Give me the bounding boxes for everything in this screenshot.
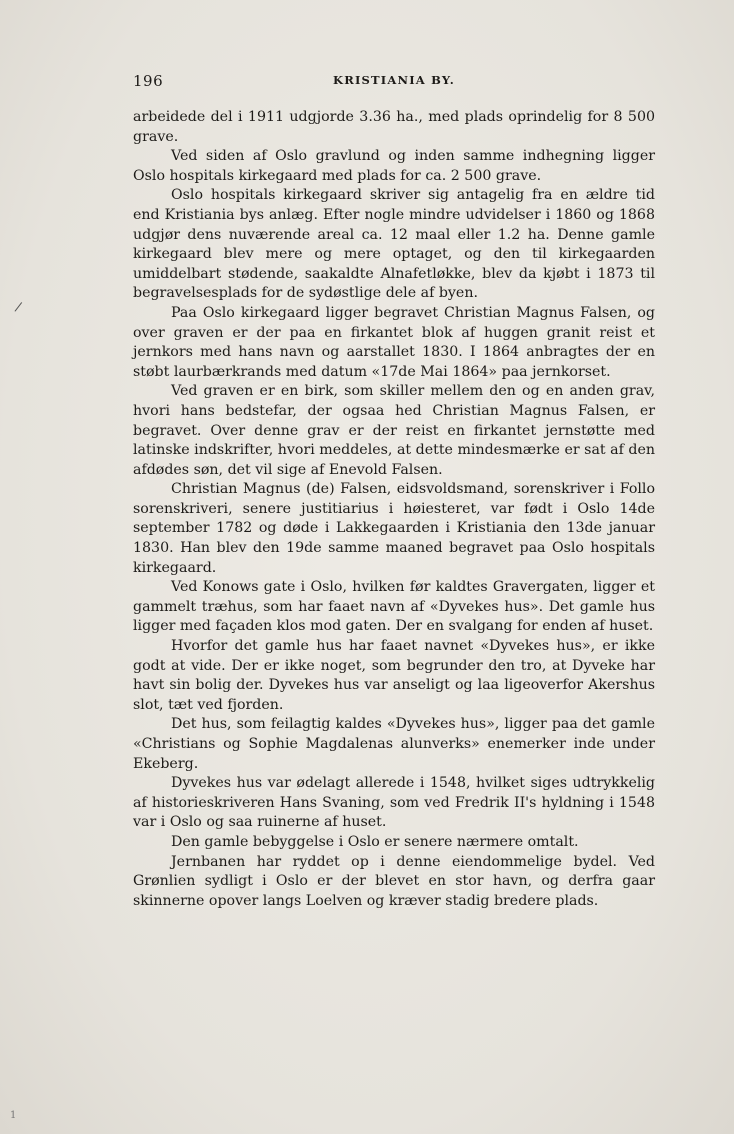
page-header	[133, 72, 655, 94]
margin-pencil-mark: /	[13, 299, 23, 316]
margin-bottom-mark: 1	[10, 1110, 17, 1121]
paragraph-dyvekes-hus: Hvorfor det gamle hus har faaet navnet «Dyvekes hus», er ikke godt at vide. Der er ikke noget, som begrunder den tro, at Dyveke har havt sin bolig der. Dyvekes hus var anseligt og laa ligeoverfor Akershus slot, tæt ved fjorden.	[133, 638, 655, 713]
running-head: KRISTIANIA BY.	[333, 73, 455, 87]
body-text	[133, 108, 655, 911]
paragraph-konows-gate: Ved Konows gate i Oslo, hvilken før kaldtes Gravergaten, ligger et gammelt træhus, som har faaet navn af «Dyvekes hus». Det gamle hus ligger med façaden klos mod gaten. Der en svalgang for enden af huset.	[133, 579, 655, 635]
page-number: 196	[133, 72, 164, 90]
paragraph-continued: arbeidede del i 1911 udgjorde 3.36 ha., med plads oprindelig for 8 500 grave.	[133, 109, 655, 145]
paragraph-birk: Ved graven er en birk, som skiller mellem den og en anden grav, hvori hans bedstefar, der ogsaa hed Christian Magnus Falsen, er begravet. Over denne grav er der reist en firkantet jernstøtte med latinske indskrifter, hvori meddeles, at dette mindesmærke er sat af den afdødes søn, det vil sige af Enevold Falsen.	[133, 383, 655, 478]
paragraph-hospitals-kirkegaard: Oslo hospitals kirkegaard skriver sig antagelig fra en ældre tid end Kristiania bys anlæg. Efter nogle mindre udvidelser i 1860 og 1868 udgjør dens nuværende areal ca. 12 maal eller 1.2 ha. Denne gamle kirkegaard blev mere og mere optaget, og den til kirkegaarden umiddelbart stødende, saakaldte Alnafetløkke, blev da kjøbt i 1873 til begravelsesplads for de sydøstlige dele af byen.	[133, 187, 655, 302]
paragraph-oslo-gravlund: Ved siden af Oslo gravlund og inden samme indhegning ligger Oslo hospitals kirkegaard med plads for ca. 2 500 grave.	[133, 148, 655, 184]
paragraph-odelagt: Dyvekes hus var ødelagt allerede i 1548, hvilket siges udtrykkelig af historieskriveren Hans Svaning, som ved Fredrik II's hyldning i 1548 var i Oslo og saa ruinerne af huset.	[133, 775, 655, 831]
paragraph-falsen-grave: Paa Oslo kirkegaard ligger begravet Christian Magnus Falsen, og over graven er der paa en firkantet blok af huggen granit reist et jernkors med hans navn og aarstallet 1830. I 1864 anbragtes der en støbt laurbærkrands med datum «17de Mai 1864» paa jernkorset.	[133, 304, 655, 380]
paragraph-feilagtig: Det hus, som feilagtig kaldes «Dyvekes hus», ligger paa det gamle «Christians og Sophie Magdalenas alunverks» enemerker inde under Ekeberg.	[133, 716, 655, 772]
paragraph-jernbanen: Jernbanen har ryddet op i denne eiendommelige bydel. Ved Grønlien sydligt i Oslo er der blevet en stor havn, og derfra gaar skinnerne opover langs Loelven og kræver stadig bredere plads.	[133, 853, 655, 909]
paragraph-bebyggelse: Den gamle bebyggelse i Oslo er senere nærmere omtalt.	[171, 833, 579, 850]
paragraph-falsen-biography: Christian Magnus (de) Falsen, eidsvoldsmand, sorenskriver i Follo sorenskriveri, senere justitiarius i høiesteret, var født i Oslo 14de september 1782 og døde i Lakkegaarden i Kristiania den 13de januar 1830. Han blev den 19de samme maaned begravet paa Oslo hospitals kirkegaard.	[133, 481, 655, 576]
